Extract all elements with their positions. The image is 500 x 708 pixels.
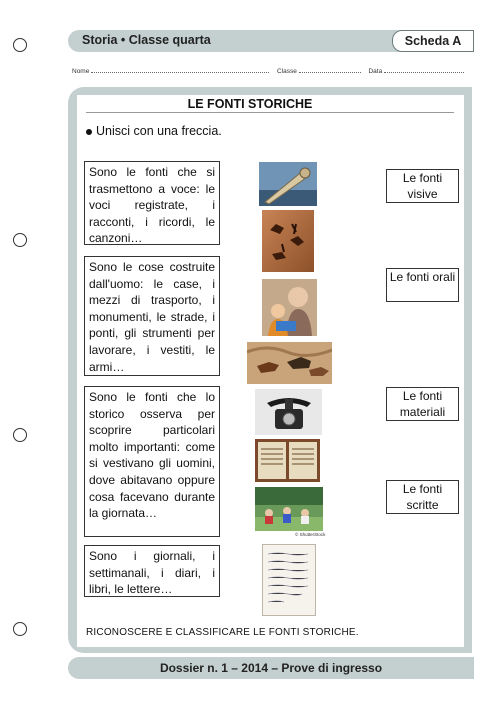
classe-field[interactable]	[299, 66, 361, 73]
category-scritte[interactable]: Le fonti scritte	[386, 480, 459, 514]
nome-label: Nome	[72, 68, 90, 75]
student-fields	[72, 66, 472, 75]
learning-objective: RICONOSCERE E CLASSIFICARE LE FONTI STORICHE.	[86, 627, 359, 638]
footer-bar: Dossier n. 1 – 2014 – Prove di ingresso	[68, 657, 474, 679]
data-field[interactable]	[384, 66, 464, 73]
category-visive[interactable]: Le fonti visive	[386, 169, 459, 203]
binder-hole-4	[13, 622, 27, 636]
instruction-text: Unisci con una freccia.	[96, 124, 222, 138]
grandfather-child-icon[interactable]	[262, 279, 317, 336]
photo-caption: © ShutterStock	[295, 532, 326, 537]
letter-icon[interactable]	[262, 544, 316, 616]
horn-icon[interactable]	[259, 162, 317, 206]
header-title: Storia • Classe quarta	[82, 33, 211, 47]
data-label: Data	[368, 68, 383, 75]
picnic-photo-icon[interactable]	[255, 487, 323, 531]
manuscript-icon[interactable]	[255, 439, 320, 482]
binder-hole-3	[13, 428, 27, 442]
description-written[interactable]: Sono i giornali, i settimanali, i diari, i libri, le lettere…	[84, 545, 220, 597]
nome-field[interactable]	[91, 66, 269, 73]
binder-hole-2	[13, 233, 27, 247]
telephone-icon[interactable]	[255, 389, 322, 435]
classe-label: Classe	[276, 68, 297, 75]
bullet-icon	[86, 129, 92, 135]
scheda-label: Scheda A	[392, 30, 474, 52]
description-material[interactable]: Sono le cose costruite dall'uomo: le case, i mezzi di trasporto, i monumenti, le strade, i ponti, gli strumenti per lavorare, i vestiti, le armi…	[84, 256, 220, 376]
cave-painting-icon[interactable]	[262, 210, 314, 272]
description-visual[interactable]: Sono le fonti che lo storico osserva per scoprire particolari molto importanti: come si vestivano gli uomini, dove abitavano oppure cosa facevano durante la giornata…	[84, 386, 220, 537]
binder-hole-1	[13, 38, 27, 52]
category-materiali[interactable]: Le fonti materiali	[386, 387, 459, 421]
description-oral[interactable]: Sono le fonti che si trasmettono a voce: le voci registrate, i racconti, i ricordi, le canzoni…	[84, 161, 220, 245]
category-orali[interactable]: Le fonti orali	[386, 268, 459, 302]
instruction	[86, 124, 222, 138]
rock-art-icon[interactable]	[247, 342, 332, 384]
page-title: LE FONTI STORICHE	[187, 97, 313, 111]
